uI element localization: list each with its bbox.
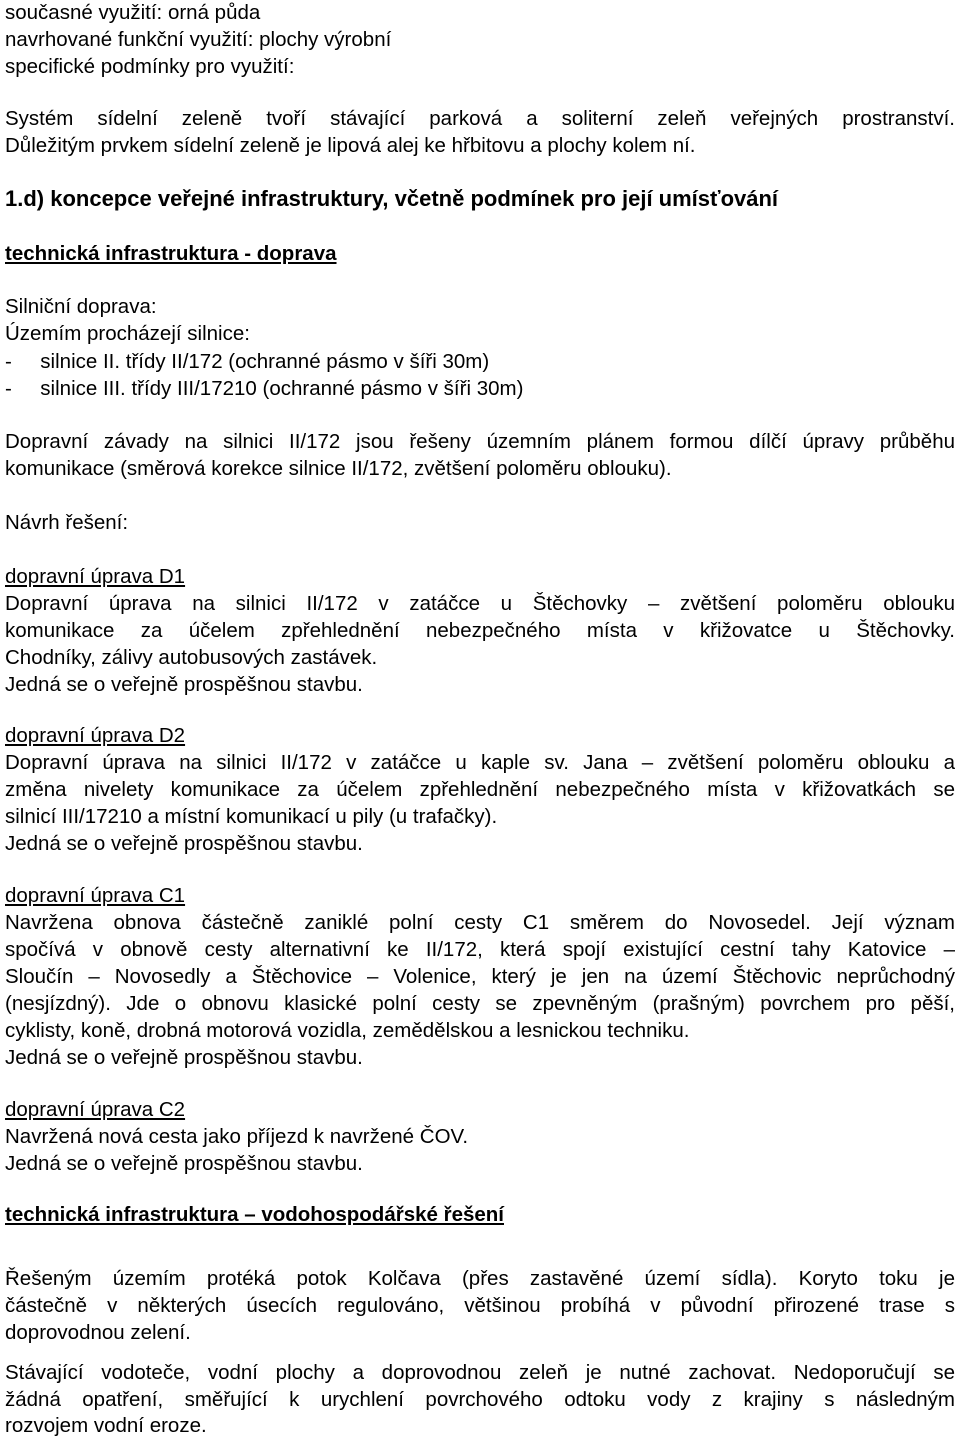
c2-line-1: Navržená nová cesta jako příjezd k navržené ČOV.	[5, 1125, 469, 1148]
water-p2-line-3: rozvojem vodní eroze.	[5, 1414, 207, 1437]
d1-public-benefit: Jedná se o veřejně prospěšnou stavbu.	[5, 673, 363, 696]
d2-line-2: změna nivelety komunikace za účelem zpřehlednění nebezpečného místa v křižovatkách se	[5, 778, 955, 801]
water-p1-line-3: doprovodnou zelení.	[5, 1321, 191, 1344]
c1-line-1: Navržena obnova částečně zaniklé polní cesty C1 směrem do Novosedel. Její význam	[5, 911, 955, 934]
d1-line-2: komunikace za účelem zpřehlednění nebezpečného místa v křižovatce u Štěchovky.	[5, 619, 955, 642]
d2-line-1: Dopravní úprava na silnici II/172 v zatáčce u kaple sv. Jana – zvětšení poloměru oblouku a	[5, 751, 955, 774]
water-p1-line-2: částečně v některých úsecích regulováno, většinou probíhá v původní přirozené trase s	[5, 1294, 955, 1317]
c1-line-2: spočívá v obnově cesty alternativní ke II/172, která spojí existující cestní tahy Katovice –	[5, 938, 955, 961]
intro-conditions: specifické podmínky pro využití:	[5, 55, 295, 78]
c1-line-3: Sloučín – Novosedly a Štěchovice – Volenice, který je jen na území Štěchovic neprůchodný	[5, 965, 955, 988]
road-item-1: - silnice II. třídy II/172 (ochranné pásmo v šíři 30m)	[5, 350, 490, 373]
d1-title: dopravní úprava D1	[5, 565, 186, 588]
proposal-label: Návrh řešení:	[5, 511, 129, 534]
d2-line-3: silnicí III/17210 a místní komunikací u pily (u trafačky).	[5, 805, 498, 828]
water-p1-line-1: Řešeným územím protéká potok Kolčava (přes zastavěné území sídla). Koryto toku je	[5, 1267, 955, 1290]
greenery-line-1: Systém sídelní zeleně tvoří stávající parková a soliterní zeleň veřejných prostranství.	[5, 107, 955, 130]
c1-line-5: cyklisty, koně, drobná motorová vozidla, zemědělskou a lesnickou techniku.	[5, 1019, 690, 1042]
defects-line-2: komunikace (směrová korekce silnice II/172, zvětšení poloměru oblouku).	[5, 457, 672, 480]
road-transport-label: Silniční doprava:	[5, 295, 157, 318]
greenery-line-2: Důležitým prvkem sídelní zeleně je lipová alej ke hřbitovu a plochy kolem ní.	[5, 134, 696, 157]
water-heading: technická infrastruktura – vodohospodářské řešení	[5, 1203, 504, 1226]
defects-line-1: Dopravní závady na silnici II/172 jsou řešeny územním plánem formou dílčí úpravy průběhu	[5, 430, 955, 453]
water-p2-line-2: žádná opatření, směřující k urychlení povrchového odtoku vody z krajiny s následným	[5, 1388, 955, 1411]
c2-title: dopravní úprava C2	[5, 1098, 186, 1121]
intro-proposed-use: navrhované funkční využití: plochy výrobní	[5, 28, 392, 51]
transport-heading: technická infrastruktura - doprava	[5, 242, 337, 265]
c2-public-benefit: Jedná se o veřejně prospěšnou stavbu.	[5, 1152, 363, 1175]
c1-public-benefit: Jedná se o veřejně prospěšnou stavbu.	[5, 1046, 363, 1069]
section-heading: 1.d) koncepce veřejné infrastruktury, včetně podmínek pro její umísťování	[5, 186, 779, 211]
d2-public-benefit: Jedná se o veřejně prospěšnou stavbu.	[5, 832, 363, 855]
intro-current-use: současné využití: orná půda	[5, 1, 261, 24]
c1-title: dopravní úprava C1	[5, 884, 186, 907]
d1-line-1: Dopravní úprava na silnici II/172 v zatáčce u Štěchovky – zvětšení poloměru oblouku	[5, 592, 955, 615]
road-item-2: - silnice III. třídy III/17210 (ochranné pásmo v šíři 30m)	[5, 377, 524, 400]
c1-line-4: (nesjízdný). Jde o obnovu klasické polní cesty se zpevněným (prašným) povrchem pro pěší,	[5, 992, 955, 1015]
d2-title: dopravní úprava D2	[5, 724, 186, 747]
water-p2-line-1: Stávající vodoteče, vodní plochy a doprovodnou zeleň je nutné zachovat. Nedoporučují se	[5, 1361, 955, 1384]
roads-intro: Územím procházejí silnice:	[5, 322, 250, 345]
d1-line-3: Chodníky, zálivy autobusových zastávek.	[5, 646, 378, 669]
